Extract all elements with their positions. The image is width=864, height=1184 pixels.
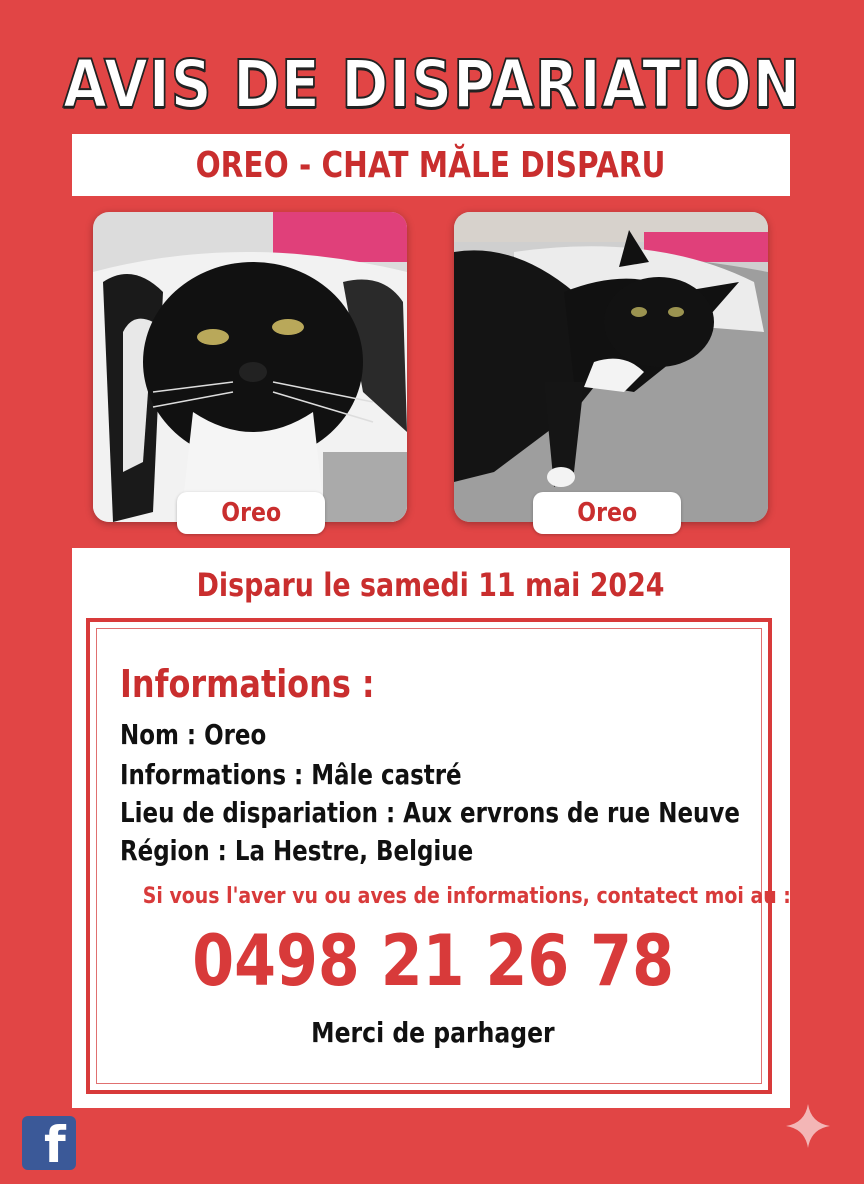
info-line-region: Région : La Hestre, Belgiue [120,834,474,867]
caption-text: Oreo [221,498,281,528]
contact-text: Si vous l'aver vu ou aves de informations, contatect moi au : [142,884,791,909]
info-frame [86,618,791,1094]
cat-photo-right [454,212,768,522]
phone-number [90,920,776,1002]
sparkle-icon [784,1102,832,1150]
phone-text: 0498 21 26 78 [192,920,674,1002]
cat-photo-left [93,212,407,522]
subtitle-banner [72,134,790,196]
info-line-details: Informations : Mâle castré [120,758,462,791]
info-heading: Informations : [120,662,375,706]
caption-text: Oreo [577,498,637,528]
date-text: Disparu le samedi 11 mai 2024 [197,566,665,604]
thanks-message [90,1016,776,1049]
thanks-text: Merci de parhager [311,1016,555,1049]
info-panel [72,548,790,1108]
subtitle-text: OREO - CHAT MĂLE DISPARU [196,144,666,186]
facebook-icon[interactable]: f [22,1116,76,1170]
info-line-name: Nom : Oreo [120,718,267,751]
photo-caption-left [177,492,325,534]
contact-instructions [90,884,791,909]
poster-title: AVIS DE DISPARIATION [63,46,801,123]
info-line-location: Lieu de dispariation : Aux ervrons de rue Neuve [120,796,740,829]
photo-caption-right [533,492,681,534]
disappearance-date [72,566,790,604]
